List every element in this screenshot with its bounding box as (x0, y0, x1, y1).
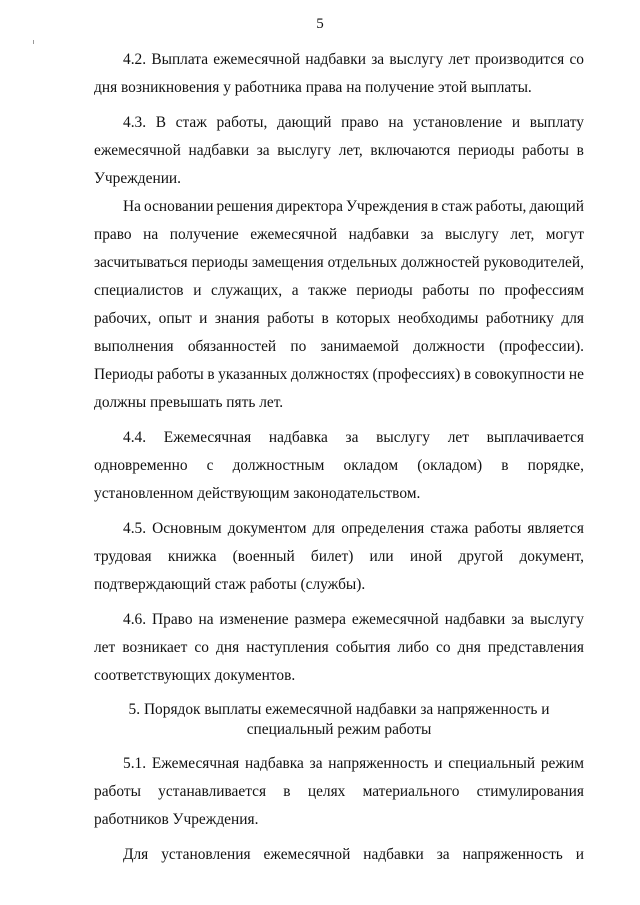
word: стимулирования (476, 783, 584, 800)
word: на (198, 611, 214, 628)
word: в (431, 198, 439, 215)
word: выслугу (530, 611, 584, 628)
word: стаж (441, 198, 473, 215)
word: Периоды (94, 366, 154, 383)
word: материального (362, 783, 460, 800)
word: за (436, 846, 450, 863)
word: ежемесячной (351, 611, 439, 628)
word: выплату (529, 114, 584, 131)
paragraph-5-1-line: работников Учреждения. (94, 811, 259, 828)
word: (окладом) (417, 457, 483, 474)
word: которых (336, 310, 391, 327)
word: периоды (191, 254, 249, 271)
word: по (290, 338, 307, 355)
word: периоды (356, 282, 413, 299)
word: работы (522, 142, 569, 159)
paragraph-director-line (123, 198, 584, 216)
paragraph-director-line (94, 366, 584, 384)
word: со (436, 639, 451, 656)
word: в (501, 457, 509, 474)
word: и (199, 310, 208, 327)
word: работы (156, 366, 204, 383)
word: возникает (122, 639, 188, 656)
word: Для (123, 846, 149, 863)
word: книжка (167, 548, 217, 565)
paragraph-director-line (94, 338, 584, 356)
word: руководителей, (483, 254, 584, 271)
word: надбавки (305, 51, 366, 68)
word: и (434, 755, 443, 772)
word: надбавка (244, 755, 304, 772)
word: порядке, (527, 457, 584, 474)
word: работы (267, 310, 314, 327)
word: ежемесячной (263, 846, 351, 863)
word: стажа (430, 520, 469, 537)
word: (профессии). (498, 338, 584, 355)
word: лет, (338, 142, 363, 159)
word: окладом (343, 457, 399, 474)
paragraph-director-line (94, 282, 584, 300)
word: лет (447, 429, 469, 446)
word: отдельных (327, 254, 398, 271)
paragraph-4-5-line (123, 520, 584, 538)
word: также (308, 282, 347, 299)
word: за (256, 142, 270, 159)
paragraph-director-line: должны превышать пять лет. (94, 394, 284, 411)
paragraph-4-6-line: соответствующих документов. (94, 667, 296, 684)
word: трудовая (94, 548, 152, 565)
word: установления (161, 846, 251, 863)
word: и (575, 846, 584, 863)
word: 4.2. (123, 51, 147, 68)
section-5-heading: 5. Порядок выплаты ежемесячной надбавки за напряженность и (128, 701, 550, 718)
word: включаются (370, 142, 451, 159)
word: надбавки (188, 142, 250, 159)
word: 5.1. (123, 755, 147, 772)
word: иной (409, 548, 443, 565)
word: надбавки (363, 846, 424, 863)
word: дающий (529, 198, 584, 215)
paragraph-director-line (94, 310, 584, 328)
word: (профессиях) (372, 366, 461, 383)
paragraph-4-2-line (123, 51, 584, 69)
word: занимаемой (320, 338, 399, 355)
word: 4.3. (123, 114, 147, 131)
word: надбавки (348, 226, 410, 243)
word: 4.4. (123, 429, 147, 446)
word: выслугу (389, 51, 444, 68)
word: Право (152, 611, 193, 628)
word: На (123, 198, 141, 215)
word: право (94, 226, 132, 243)
word: надбавка (268, 429, 328, 446)
word: Ежемесячная (151, 755, 240, 772)
word: не (568, 366, 584, 383)
word: засчитываться (94, 254, 188, 271)
word: должностей (401, 254, 480, 271)
word: выслугу (277, 142, 332, 159)
paragraph-director-line (94, 226, 584, 244)
word: в (576, 142, 584, 159)
page-number: 5 (316, 16, 324, 32)
word: Ежемесячная (163, 429, 252, 446)
word: ежемесячной (250, 226, 338, 243)
word: документ, (519, 548, 584, 565)
word: работнику (485, 310, 554, 327)
word: а (291, 282, 299, 299)
word: получение (169, 226, 239, 243)
word: за (371, 51, 385, 68)
word: режим (540, 755, 584, 772)
word: для (312, 520, 336, 537)
word: рабочих, (94, 310, 152, 327)
word: в (283, 783, 291, 800)
word: Основным (152, 520, 222, 537)
word: должностях (290, 366, 369, 383)
paragraph-5-1-line (94, 783, 584, 801)
word: на (143, 226, 159, 243)
word: одновременно (94, 457, 188, 474)
word: напряженность (462, 846, 563, 863)
paragraph-4-6-line (94, 639, 584, 657)
word: работы (422, 282, 470, 299)
word: должности (413, 338, 485, 355)
word: ежемесячной (94, 142, 181, 159)
word: является (527, 520, 584, 537)
word: изменение (219, 611, 289, 628)
word: другой (458, 548, 504, 565)
word: выслугу (376, 429, 430, 446)
word: могут (545, 226, 584, 243)
word: обязанностей (187, 338, 277, 355)
word: дающий (276, 114, 332, 131)
word: ежемесячной (213, 51, 301, 68)
word: или (369, 548, 394, 565)
word: надбавки (444, 611, 506, 628)
paragraph-4-4-line (123, 429, 584, 447)
word: за (420, 226, 434, 243)
word: директора (276, 198, 343, 215)
word: необходимы (397, 310, 479, 327)
word: специалистов (94, 282, 184, 299)
word: лет, (510, 226, 535, 243)
word: работы, (475, 198, 527, 215)
word: лет (448, 51, 470, 68)
word: опыт (158, 310, 192, 327)
word: дня (216, 639, 240, 656)
word: 4.6. (123, 611, 147, 628)
word: билет) (310, 548, 354, 565)
paragraph-director-line (94, 254, 584, 272)
word: в (207, 366, 215, 383)
paragraph-4-3-line (94, 142, 584, 160)
word: для (561, 310, 584, 327)
margin-mark (33, 40, 34, 44)
word: на (388, 114, 404, 131)
word: Учреждения (345, 198, 428, 215)
word: право (341, 114, 379, 131)
word: работы (94, 783, 141, 800)
paragraph-5-1-line (123, 755, 584, 773)
word: выслугу (445, 226, 499, 243)
word: специальный (448, 755, 536, 772)
paragraph-4-4-line: установленном действующим законодательством. (94, 485, 421, 502)
word: дня (457, 639, 481, 656)
word: работы (474, 520, 522, 537)
word: замещения (251, 254, 324, 271)
word: устанавливается (158, 783, 267, 800)
word: лет (94, 639, 116, 656)
word: установление (413, 114, 503, 131)
word: Выплата (151, 51, 209, 68)
word: выполнения (94, 338, 174, 355)
word: и (511, 114, 521, 131)
word: по (478, 282, 495, 299)
word: за (309, 755, 323, 772)
word: решения (216, 198, 274, 215)
word: (военный (232, 548, 295, 565)
word: указанных (218, 366, 288, 383)
paragraph-4-5-line (94, 548, 584, 566)
word: размера (294, 611, 346, 628)
paragraph-4-6-line (123, 611, 584, 629)
word: В (155, 114, 167, 131)
word: периоды (457, 142, 515, 159)
word: в (321, 310, 329, 327)
word: и (193, 282, 202, 299)
paragraph-4-5-line: подтверждающий стаж работы (службы). (94, 576, 366, 593)
word: должностным (232, 457, 325, 474)
word: события (335, 639, 391, 656)
word: основании (144, 198, 214, 215)
word: за (345, 429, 359, 446)
word: либо (397, 639, 429, 656)
word: напряженность (328, 755, 429, 772)
word: выплачивается (486, 429, 584, 446)
word: знания (214, 310, 260, 327)
word: за (511, 611, 525, 628)
word: со (569, 51, 584, 68)
paragraph-4-3-line: Учреждении. (94, 170, 182, 187)
word: наступления (246, 639, 329, 656)
paragraph-4-2-line: дня возникновения у работника права на получение этой выплаты. (94, 79, 532, 96)
word: стаж (175, 114, 207, 131)
word: совокупности (474, 366, 566, 383)
paragraph-4-3-line (123, 114, 584, 132)
word: определения (341, 520, 425, 537)
word: 4.5. (123, 520, 147, 537)
word: документом (227, 520, 307, 537)
word: работы, (216, 114, 268, 131)
word: профессиям (504, 282, 584, 299)
word: представления (487, 639, 584, 656)
word: целях (307, 783, 346, 800)
paragraph-4-4-line (94, 457, 584, 475)
word: производится (474, 51, 565, 68)
word: с (206, 457, 214, 474)
paragraph-5-cont-line (123, 846, 584, 864)
section-5-heading: специальный режим работы (246, 721, 432, 738)
word: в (463, 366, 472, 383)
word: служащих, (211, 282, 283, 299)
word: со (194, 639, 209, 656)
